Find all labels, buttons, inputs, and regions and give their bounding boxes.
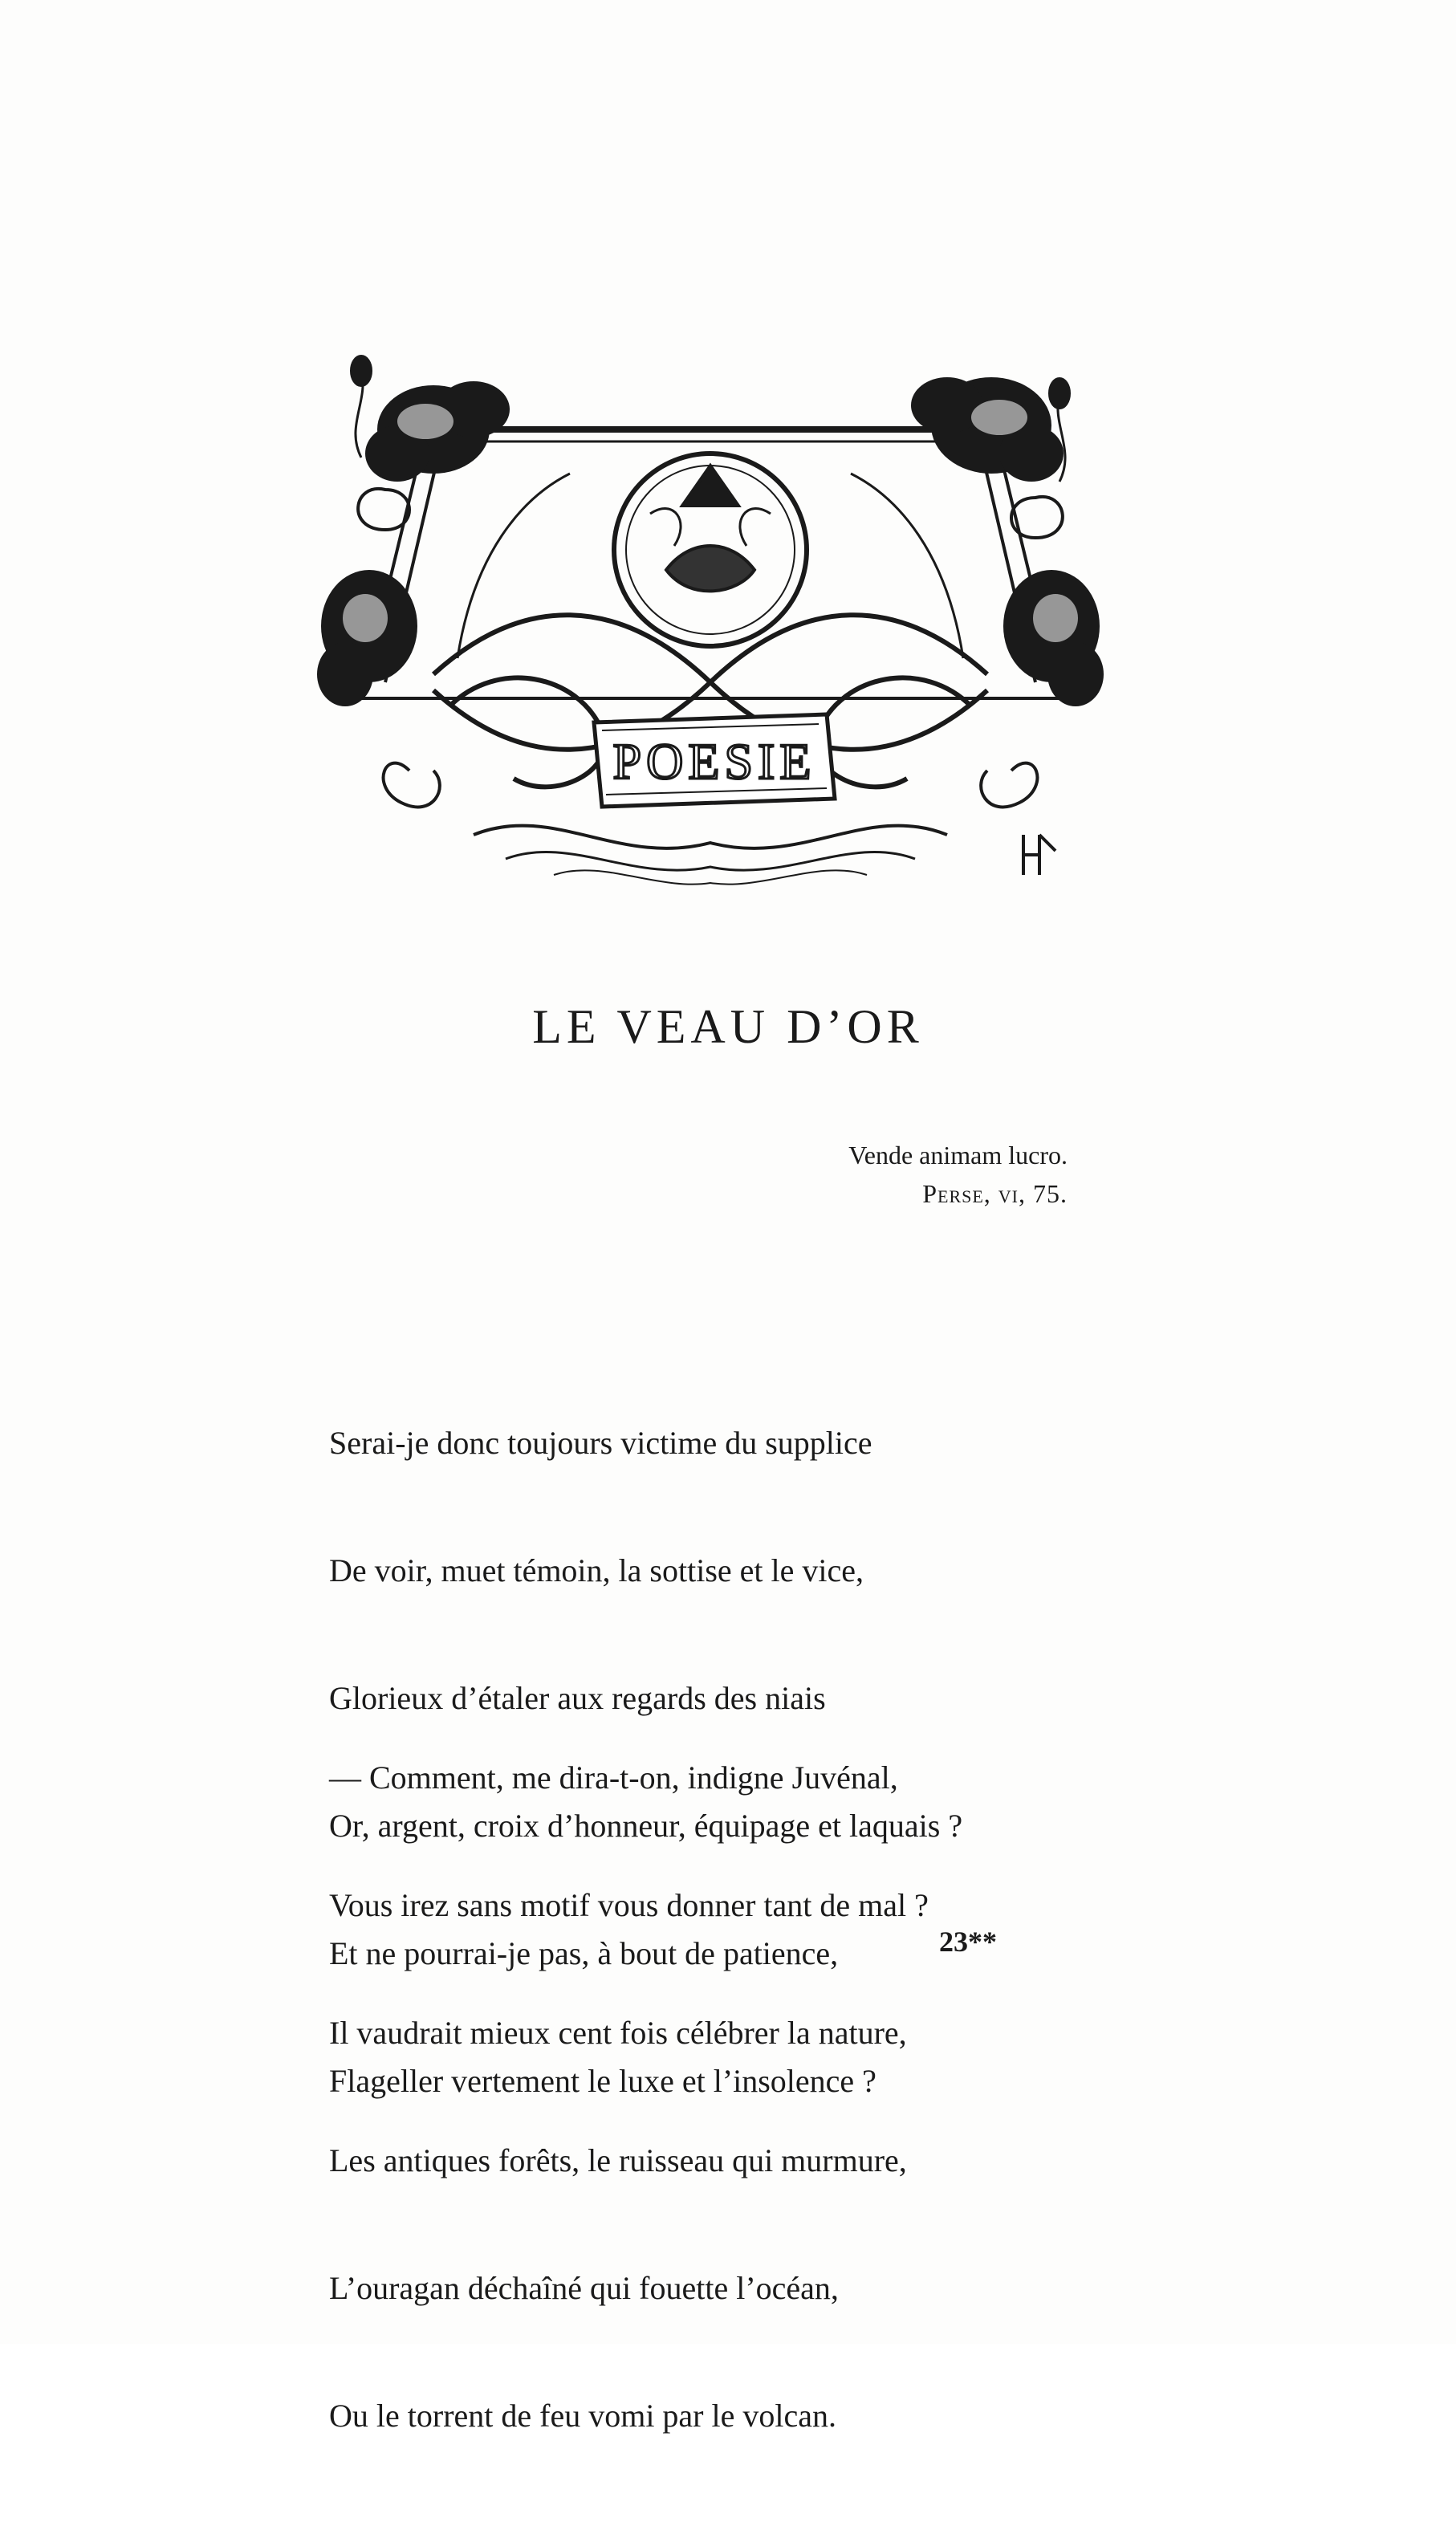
verse-line: De voir, muet témoin, la sottise et le vice, xyxy=(329,1552,864,1588)
verse-line: Flageller vertement le luxe et l’insolence ? xyxy=(329,2063,876,2099)
verse-line: Ou le torrent de feu vomi par le volcan. xyxy=(329,2398,836,2434)
epigraph xyxy=(722,1136,1068,1213)
verse-line: Glorieux d’étaler aux regards des niais xyxy=(329,1680,826,1716)
verse-line: Les antiques forêts, le ruisseau qui murmure, xyxy=(329,2142,907,2178)
verse-line: Il vaudrait mieux cent fois célébrer la nature, xyxy=(329,2015,907,2051)
page-number: 23** xyxy=(939,1926,997,1958)
ornamental-vignette xyxy=(313,353,1108,899)
epigraph-quote: Vende animam lucro. xyxy=(848,1141,1068,1169)
verse-line: Et ne pourrai-je pas, à bout de patience, xyxy=(329,1935,839,1971)
poem-title: LE VEAU D’OR xyxy=(532,1000,924,1053)
stanza-2 xyxy=(329,1671,929,2522)
verse-line: Or, argent, croix d’honneur, équipage et laquais ? xyxy=(329,1808,963,1844)
epigraph-source: Perse, vi, 75. xyxy=(922,1179,1068,1208)
verse-line: — Comment, me dira-t-on, indigne Juvénal, xyxy=(329,1759,898,1796)
verse-line: Vous irez sans motif vous donner tant de mal ? xyxy=(329,1887,929,1923)
gothic-ornament-icon xyxy=(313,353,1108,899)
verse-line: Serai-je donc toujours victime du supplice xyxy=(329,1425,872,1461)
verse-line: L’ouragan déchaîné qui fouette l’océan, xyxy=(329,2270,839,2306)
vignette-banner-text: POESIE xyxy=(612,733,816,790)
